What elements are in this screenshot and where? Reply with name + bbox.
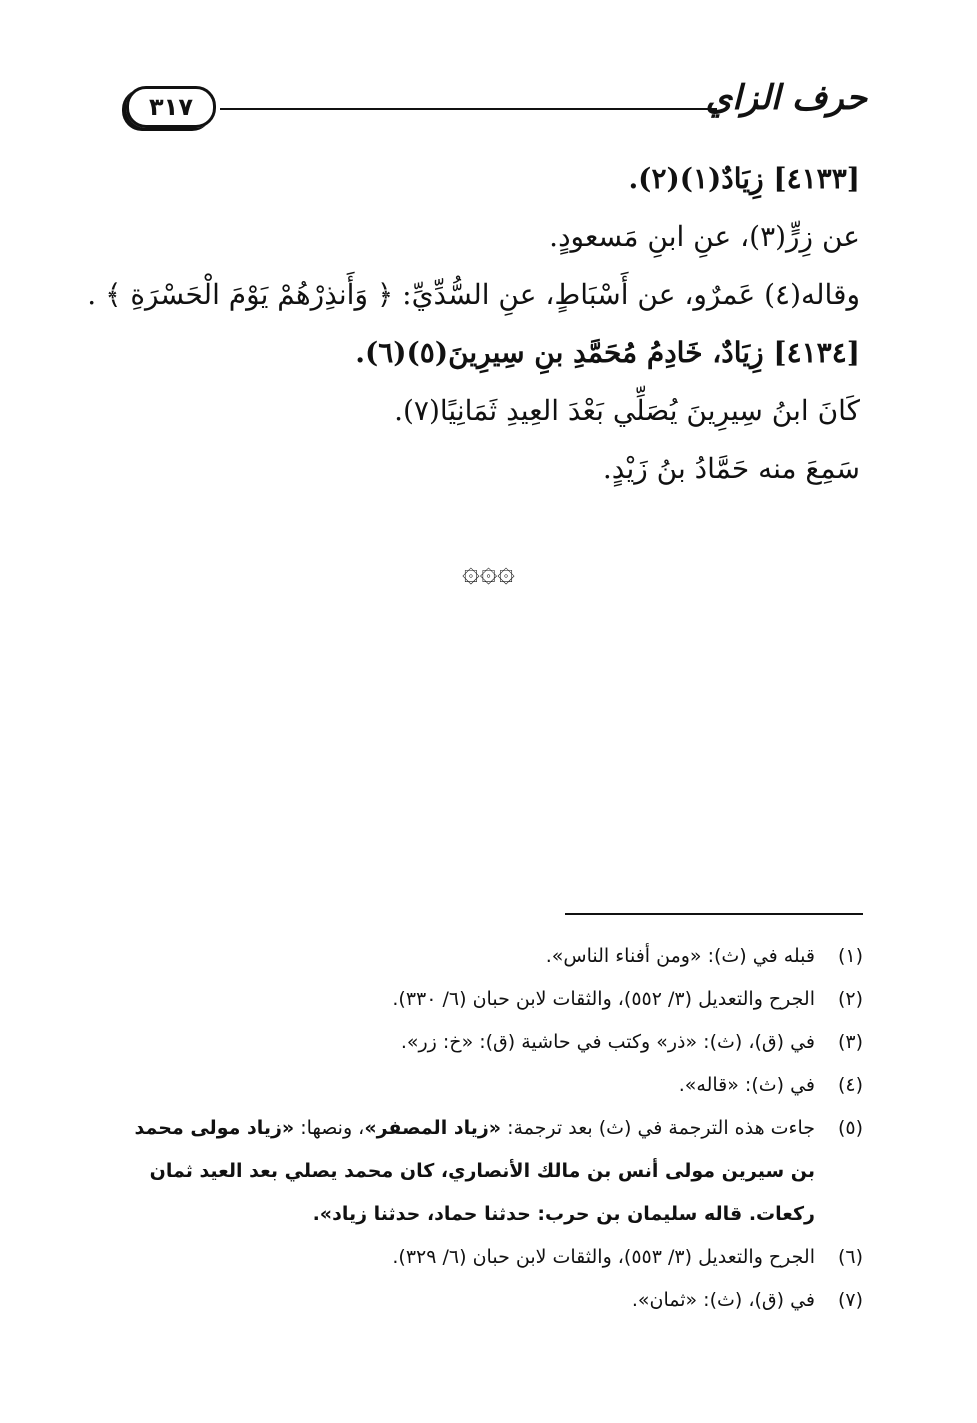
footnote-text: في (ث): «قاله». <box>678 1074 815 1096</box>
footnote-text: الجرح والتعديل (٣/ ٥٥٣)، والثقات لابن حبان (٦/ ٣٢٩). <box>392 1246 815 1268</box>
footnote-bold-title: «زياد المصفر» <box>364 1117 502 1139</box>
footnote-text: قبله في (ث): «ومن أفناء الناس». <box>545 945 815 967</box>
footnote-text: الجرح والتعديل (٣/ ٥٥٢)، والثقات لابن حبان (٦/ ٣٣٠). <box>392 988 815 1010</box>
entry-4134-heading: [٤١٣٤] زِيَادٌ، خَادِمُ مُحَمَّدِ بنِ سِيرِينَ(٥)(٦). <box>355 336 860 369</box>
footnote-text <box>118 1107 815 1236</box>
page-number <box>126 86 216 128</box>
footnote-5 <box>118 1107 863 1236</box>
entry-4133-line-1: عن زِرٍّ(٣)، عنِ ابنِ مَسعودٍ. <box>549 220 860 253</box>
footnotes <box>118 935 863 1322</box>
footnote-number: (١) <box>837 945 863 967</box>
footnote-number: (٢) <box>837 988 863 1010</box>
footnote-number: (٧) <box>837 1289 863 1311</box>
footnote-number: (٦) <box>837 1246 863 1268</box>
entry-4134-line-2: سَمِعَ منه حَمَّادُ بنُ زَيْدٍ. <box>602 452 860 485</box>
main-text <box>87 150 860 498</box>
page-header <box>118 78 867 134</box>
footnote-7 <box>118 1279 863 1322</box>
footnote-number: (٤) <box>837 1074 863 1096</box>
running-title: حرف الزاي <box>705 78 867 118</box>
header-rule <box>220 108 717 110</box>
entry-4134-line-1: كَانَ ابنُ سِيرِينَ يُصَلِّي بَعْدَ العِيدِ ثَمَانِيًا(٧). <box>394 394 860 427</box>
footnote-text-part: ، ونصها: <box>294 1117 365 1139</box>
ornament-divider: ۞۞۞ <box>462 554 515 589</box>
footnote-1 <box>118 935 863 978</box>
footnote-rule <box>565 913 863 915</box>
page-number-text: ٣١٧ <box>149 93 193 121</box>
footnote-4 <box>118 1064 863 1107</box>
entry-4133-line-2: وقاله(٤) عَمرٌو، عن أَسْبَاطٍ، عنِ السُّدِّيِّ: ﴿ وَأَنذِرْهُمْ يَوْمَ الْحَسْرَةِ ﴾ . <box>87 278 860 311</box>
footnote-number: (٥) <box>837 1117 863 1139</box>
footnote-text-part: جاءت هذه الترجمة في (ث) بعد ترجمة: <box>501 1117 815 1139</box>
footnote-text: في (ق)، (ث): «ذر» وكتب في حاشية (ق): «خ: زر». <box>400 1031 815 1053</box>
footnote-bold-quote: «زياد مولى محمد بن سيرين مولى أنس بن مالك الأنصاري، كان محمد يصلي بعد العيد ثمان ركعات. قاله سليمان بن حرب: حدثنا حماد، حدثنا زياد». <box>134 1117 815 1225</box>
footnote-number: (٣) <box>837 1031 863 1053</box>
footnote-6 <box>118 1236 863 1279</box>
footnote-3 <box>118 1021 863 1064</box>
entry-4133-heading: [٤١٣٣] زِيَادٌ(١)(٢). <box>628 162 860 195</box>
footnote-2 <box>118 978 863 1021</box>
footnote-text: في (ق)، (ث): «ثمان». <box>631 1289 815 1311</box>
